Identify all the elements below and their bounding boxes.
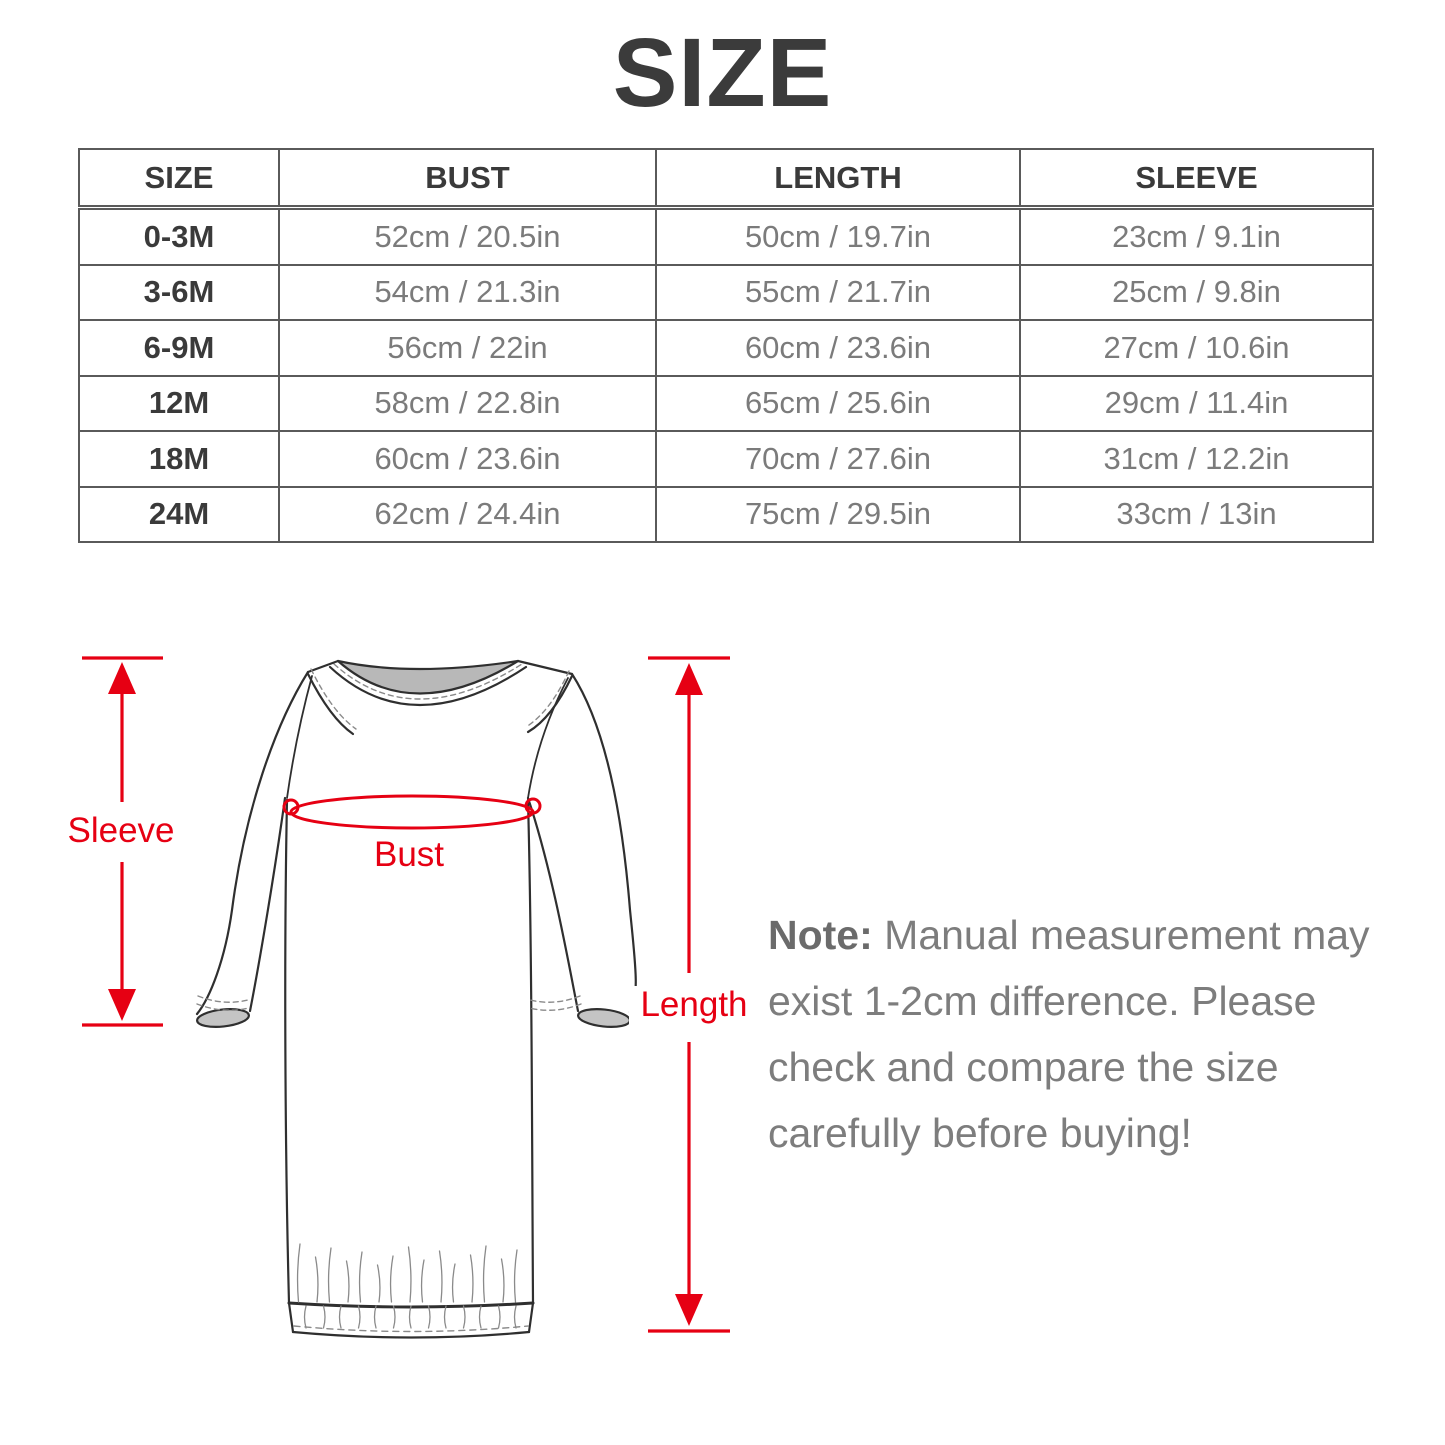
size-table bbox=[78, 148, 1374, 543]
measurement-cell: 33cm / 13in bbox=[1020, 487, 1373, 543]
table-row bbox=[79, 376, 1373, 432]
note-label: Note: bbox=[768, 912, 873, 958]
sleeve-label: Sleeve bbox=[56, 812, 186, 851]
length-label: Length bbox=[629, 986, 759, 1025]
measurement-cell: 65cm / 25.6in bbox=[656, 376, 1020, 432]
size-cell: 0-3M bbox=[79, 208, 279, 265]
measurement-cell: 29cm / 11.4in bbox=[1020, 376, 1373, 432]
size-table-body bbox=[79, 208, 1373, 543]
size-cell: 18M bbox=[79, 431, 279, 487]
measurement-cell: 27cm / 10.6in bbox=[1020, 320, 1373, 376]
column-header: LENGTH bbox=[656, 149, 1020, 208]
measurement-cell: 52cm / 20.5in bbox=[279, 208, 656, 265]
table-row bbox=[79, 487, 1373, 543]
measurement-cell: 56cm / 22in bbox=[279, 320, 656, 376]
column-header: SIZE bbox=[79, 149, 279, 208]
note-body: Manual measurement may exist 1-2cm difference. Please check and compare the size carefully before buying! bbox=[768, 912, 1370, 1156]
measurement-cell: 60cm / 23.6in bbox=[656, 320, 1020, 376]
size-cell: 12M bbox=[79, 376, 279, 432]
bust-measure-ellipse bbox=[284, 796, 540, 828]
table-header-row bbox=[79, 149, 1373, 208]
measurement-cell: 62cm / 24.4in bbox=[279, 487, 656, 543]
table-row bbox=[79, 431, 1373, 487]
measurement-cell: 75cm / 29.5in bbox=[656, 487, 1020, 543]
column-header: SLEEVE bbox=[1020, 149, 1373, 208]
measurement-cell: 58cm / 22.8in bbox=[279, 376, 656, 432]
table-row bbox=[79, 320, 1373, 376]
size-cell: 6-9M bbox=[79, 320, 279, 376]
measurement-cell: 25cm / 9.8in bbox=[1020, 265, 1373, 321]
measurement-cell: 54cm / 21.3in bbox=[279, 265, 656, 321]
measurement-cell: 23cm / 9.1in bbox=[1020, 208, 1373, 265]
measurement-cell: 70cm / 27.6in bbox=[656, 431, 1020, 487]
size-cell: 24M bbox=[79, 487, 279, 543]
measurement-cell: 50cm / 19.7in bbox=[656, 208, 1020, 265]
gown-sketch bbox=[196, 661, 636, 1338]
measurement-cell: 60cm / 23.6in bbox=[279, 431, 656, 487]
measurement-cell: 31cm / 12.2in bbox=[1020, 431, 1373, 487]
table-row bbox=[79, 208, 1373, 265]
bust-label: Bust bbox=[373, 835, 445, 874]
column-header: BUST bbox=[279, 149, 656, 208]
note-text bbox=[768, 902, 1423, 1166]
page-title: SIZE bbox=[612, 18, 833, 127]
size-cell: 3-6M bbox=[79, 265, 279, 321]
table-row bbox=[79, 265, 1373, 321]
measurement-cell: 55cm / 21.7in bbox=[656, 265, 1020, 321]
